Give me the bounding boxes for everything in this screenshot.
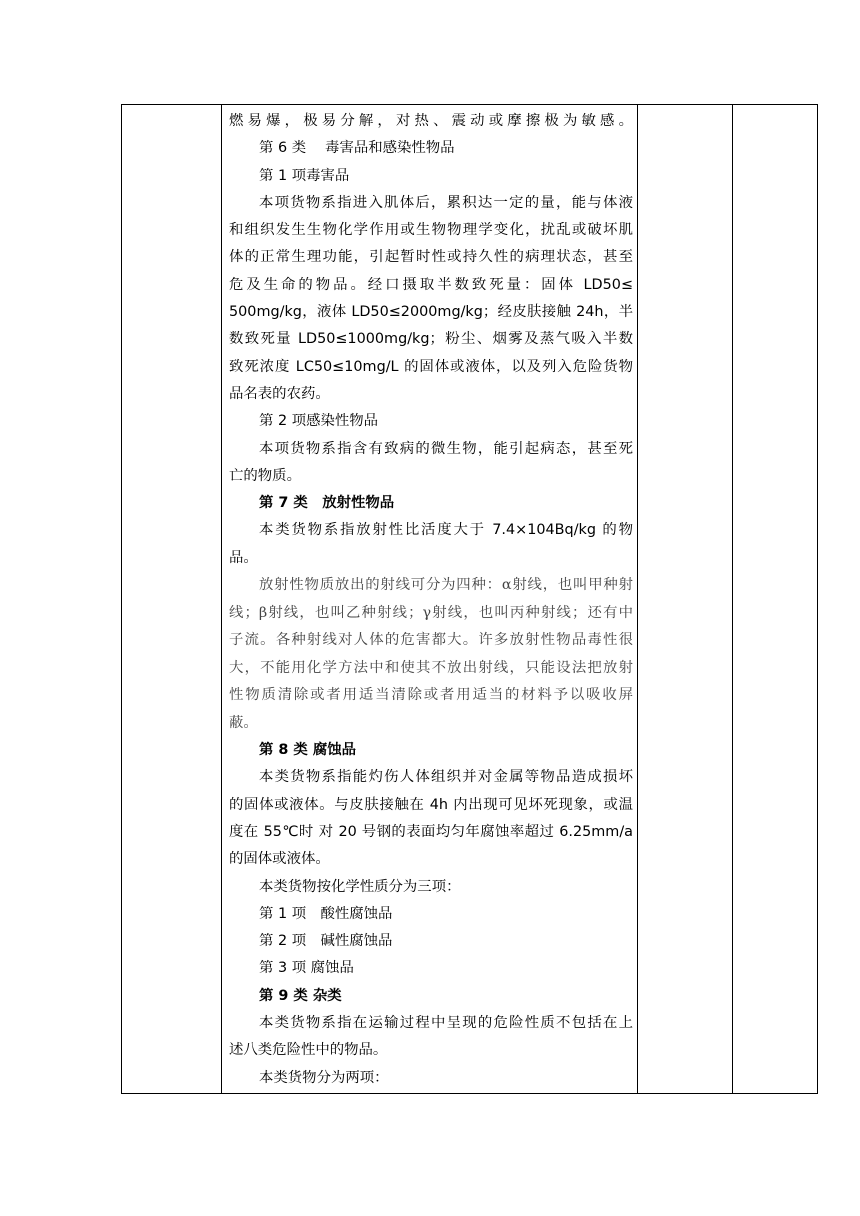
paragraph-line: 500mg/kg，液体 LD50≤2000mg/kg；经皮肤接触 24h，半: [229, 304, 633, 321]
paragraph-line: 和组织发生生物化学作用或生物物理学变化，扰乱或破坏肌: [229, 222, 633, 239]
paragraph-line: 体的正常生理功能，引起暂时性或持久性的病理状态，甚至: [229, 249, 633, 266]
paragraph-line: 度在 55℃时 对 20 号钢的表面均匀年腐蚀率超过 6.25mm/a: [229, 823, 633, 840]
paragraph-line: 致死浓度 LC50≤10mg/L 的固体或液体，以及列入危险货物: [229, 358, 633, 375]
paragraph-line: 燃易爆，极易分解，对热、震动或摩擦极为敏感。: [229, 113, 633, 129]
radiation-paragraph: [229, 572, 633, 737]
paragraph-line: 大，不能用化学方法中和使其不放出射线，只能设法把放射: [229, 659, 633, 676]
item-1-heading: 第 1 项毒害品: [259, 167, 350, 184]
class-9-heading: 第 9 类 杂类: [259, 987, 342, 1004]
item-2-heading: 第 2 项感染性物品: [259, 413, 379, 430]
paragraph-line: 本类货物系指放射性比活度大于 7.4×104Bq/kg 的物: [259, 522, 633, 539]
paragraph-line: 的固体或液体。: [229, 851, 330, 868]
paragraph-line: 放射性物质放出的射线可分为四种：α射线，也叫甲种射: [259, 577, 633, 594]
paragraph-line: 线；β射线，也叫乙种射线；γ射线，也叫丙种射线；还有中: [229, 604, 633, 621]
item-2-heading: 第 2 项 碱性腐蚀品: [259, 933, 393, 950]
paragraph-line: 本项货物系指进入肌体后，累积达一定的量，能与体液: [259, 194, 633, 211]
paragraph-line: 的固体或液体。与皮肤接触在 4h 内出现可见坏死现象，或温: [229, 796, 633, 813]
paragraph-line: 危及生命的物品。经口摄取半数致死量：固体 LD50≤: [229, 276, 633, 293]
paragraph-line: 亡的物质。: [229, 467, 301, 484]
paragraph-line: 性物质清除或者用适当清除或者用适当的材料予以吸收屏: [229, 687, 633, 704]
class-7-heading: 第 7 类 放射性物品: [259, 495, 395, 512]
paragraph-line: 本类货物系指在运输过程中呈现的危险性质不包括在上: [259, 1015, 633, 1032]
column-divider-1: [221, 105, 222, 1093]
paragraph-line: 本类货物系指能灼伤人体组织并对金属等物品造成损坏: [259, 769, 633, 786]
class-8-heading: 第 8 类 腐蚀品: [259, 742, 356, 759]
paragraph-line: 蔽。: [229, 714, 258, 731]
paragraph-line: 子流。各种射线对人体的危害都大。许多放射性物品毒性很: [229, 632, 633, 649]
class-6-heading: 第 6 类 毒害品和感染性物品: [259, 140, 455, 157]
paragraph-line: 品名表的农药。: [229, 385, 330, 402]
paragraph-line: 数致死量 LD50≤1000mg/kg；粉尘、烟雾及蒸气吸入半数: [229, 331, 633, 348]
column-divider-2: [637, 105, 638, 1093]
paragraph-line: 品。: [229, 549, 258, 566]
table-content-cell: [229, 108, 633, 1092]
paragraph-line: 本类货物按化学性质分为三项：: [259, 878, 461, 895]
paragraph-line: 本类货物分为两项：: [259, 1069, 389, 1086]
paragraph-line: 述八类危险性中的物品。: [229, 1042, 388, 1059]
column-divider-3: [732, 105, 733, 1093]
paragraph-line: 本项货物系指含有致病的微生物，能引起病态，甚至死: [259, 440, 633, 457]
item-1-heading: 第 1 项 酸性腐蚀品: [259, 905, 393, 922]
item-3-heading: 第 3 项 腐蚀品: [259, 960, 354, 977]
